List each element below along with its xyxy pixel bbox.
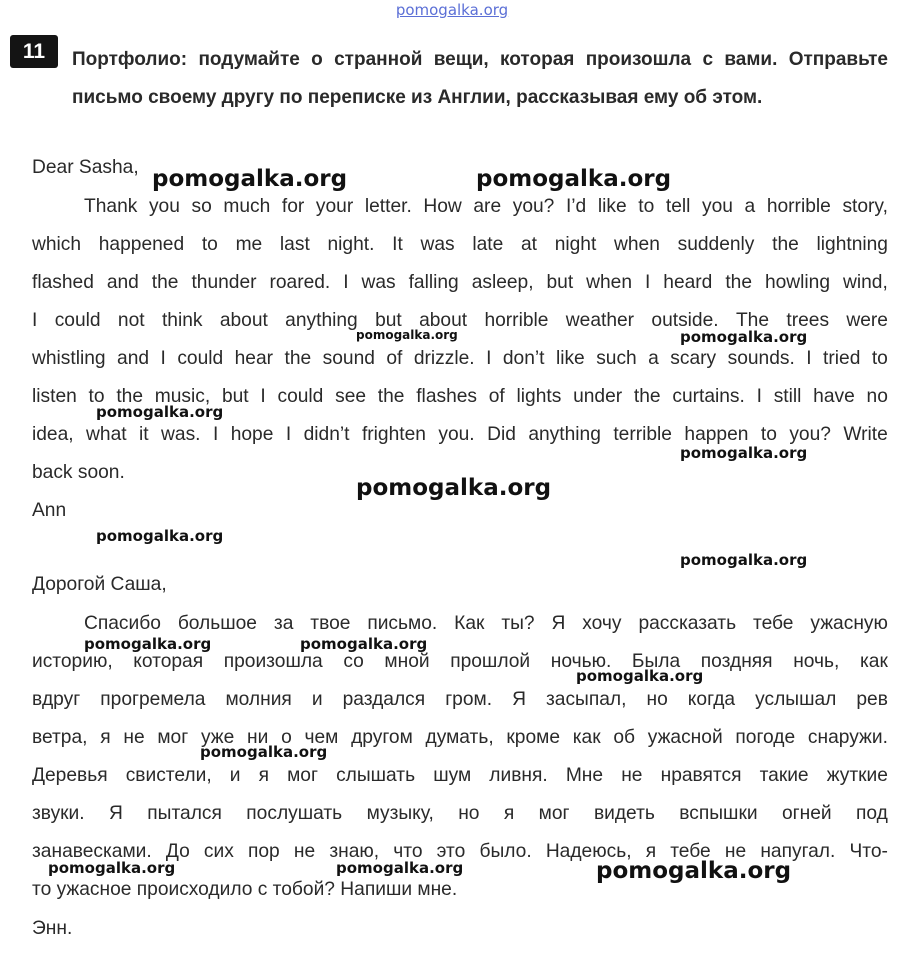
word: чем bbox=[304, 727, 339, 748]
word: to bbox=[201, 234, 218, 255]
word: late bbox=[472, 234, 504, 255]
russian-line-8: то ужасное происходило с тобой? Напиши мне. bbox=[32, 879, 458, 900]
word: I’d bbox=[565, 196, 587, 217]
watermark: pomogalka.org bbox=[356, 475, 552, 501]
watermark: pomogalka.org bbox=[152, 166, 348, 192]
word: не bbox=[123, 727, 145, 748]
word: ужасную bbox=[810, 613, 888, 634]
russian-line-6 bbox=[32, 802, 888, 826]
word: anything bbox=[285, 310, 358, 331]
word: think bbox=[161, 310, 203, 331]
word: The bbox=[735, 310, 770, 331]
word: Деревья bbox=[32, 765, 108, 786]
word: at bbox=[520, 234, 537, 255]
word: see bbox=[335, 386, 367, 407]
word: об bbox=[613, 727, 636, 748]
watermark: pomogalka.org bbox=[680, 551, 808, 569]
word: so bbox=[191, 196, 212, 217]
word: I bbox=[343, 272, 349, 293]
word: weather bbox=[565, 310, 635, 331]
word: звуки. bbox=[32, 803, 85, 824]
word: твое bbox=[310, 613, 351, 634]
word: could bbox=[54, 310, 101, 331]
word: you bbox=[702, 196, 733, 217]
word: ужасной bbox=[647, 727, 723, 748]
word: огней bbox=[781, 803, 832, 824]
word: I bbox=[285, 424, 292, 445]
word: frighten bbox=[361, 424, 426, 445]
english-line-1 bbox=[84, 195, 888, 219]
word: I bbox=[644, 272, 651, 293]
word: roared. bbox=[269, 272, 331, 293]
word: about bbox=[419, 310, 468, 331]
word: was. bbox=[161, 424, 201, 445]
word: I bbox=[160, 348, 166, 369]
word: to bbox=[638, 196, 655, 217]
word: историю, bbox=[32, 651, 113, 672]
word: tell bbox=[665, 196, 691, 217]
word: Была bbox=[631, 651, 681, 672]
word: a bbox=[648, 348, 659, 369]
watermark: pomogalka.org bbox=[84, 635, 212, 653]
russian-line-4 bbox=[32, 726, 888, 750]
word: но bbox=[646, 689, 668, 710]
word: thunder bbox=[191, 272, 257, 293]
word: раздался bbox=[342, 689, 426, 710]
word: как bbox=[859, 651, 888, 672]
word: не bbox=[621, 765, 643, 786]
russian-line-2 bbox=[32, 650, 888, 674]
word: happened bbox=[98, 234, 185, 255]
word: not bbox=[117, 310, 145, 331]
word: под bbox=[856, 803, 888, 824]
word: ветра, bbox=[32, 727, 88, 748]
word: the bbox=[151, 272, 179, 293]
word: но bbox=[458, 803, 480, 824]
word: ночь, bbox=[793, 651, 840, 672]
word: were bbox=[846, 310, 888, 331]
word: asleep, bbox=[471, 272, 534, 293]
word: story, bbox=[842, 196, 888, 217]
word: and bbox=[117, 348, 150, 369]
word: напугал. bbox=[760, 841, 836, 862]
word: It bbox=[392, 234, 403, 255]
word: мог bbox=[287, 765, 318, 786]
word: я bbox=[503, 803, 515, 824]
word: не bbox=[724, 841, 747, 862]
word: Мне bbox=[565, 765, 604, 786]
word: whistling bbox=[32, 348, 106, 369]
word: знаю, bbox=[329, 841, 380, 862]
word: me bbox=[235, 234, 263, 255]
word: are bbox=[473, 196, 502, 217]
watermark: pomogalka.org bbox=[356, 328, 458, 342]
word: Что- bbox=[849, 841, 888, 862]
word: the bbox=[284, 348, 312, 369]
word: outside. bbox=[651, 310, 719, 331]
word: I bbox=[756, 386, 762, 407]
word: большое bbox=[177, 613, 257, 634]
word: со bbox=[343, 651, 364, 672]
word: night bbox=[554, 234, 597, 255]
word: could bbox=[177, 348, 224, 369]
word: Write bbox=[843, 424, 888, 445]
word: гром. bbox=[445, 689, 493, 710]
word: ни bbox=[247, 727, 269, 748]
watermark: pomogalka.org bbox=[336, 859, 464, 877]
word: could bbox=[277, 386, 324, 407]
task-number-badge: 11 bbox=[10, 35, 58, 68]
word: your bbox=[315, 196, 354, 217]
word: lightning bbox=[816, 234, 888, 255]
word: хочу bbox=[582, 613, 622, 634]
word: when bbox=[614, 234, 660, 255]
word: a bbox=[744, 196, 756, 217]
word: я bbox=[645, 841, 657, 862]
word: but bbox=[375, 310, 402, 331]
word: Thank bbox=[84, 196, 138, 217]
word: засыпал, bbox=[545, 689, 627, 710]
word: curtains. bbox=[672, 386, 745, 407]
word: and bbox=[106, 272, 139, 293]
word: the bbox=[772, 234, 799, 255]
word: свистели, bbox=[125, 765, 212, 786]
task-title: Портфолио: подумайте о странной вещи, которая произошла с вами. Отправьте письмо своему другу по переписке из Англии, рассказывая ему об этом. bbox=[72, 49, 888, 108]
english-greeting: Dear Sasha, bbox=[32, 157, 139, 178]
watermark: pomogalka.org bbox=[576, 667, 704, 685]
word: и bbox=[229, 765, 241, 786]
word: like bbox=[597, 196, 627, 217]
word: снаружи. bbox=[807, 727, 888, 748]
word: under bbox=[573, 386, 623, 407]
word: for bbox=[281, 196, 305, 217]
word: anything bbox=[528, 424, 601, 445]
word: вспышки bbox=[679, 803, 758, 824]
word: letter. bbox=[364, 196, 412, 217]
word: you. bbox=[438, 424, 475, 445]
word: нравятся bbox=[660, 765, 742, 786]
word: I bbox=[806, 348, 812, 369]
word: was bbox=[420, 234, 455, 255]
english-line-5 bbox=[32, 347, 888, 371]
word: didn’t bbox=[303, 424, 350, 445]
word: scary bbox=[670, 348, 717, 369]
word: to bbox=[760, 424, 777, 445]
word: молния bbox=[225, 689, 292, 710]
english-line-3 bbox=[32, 271, 888, 295]
site-link[interactable]: pomogalka.org bbox=[395, 1, 509, 19]
word: музыку, bbox=[366, 803, 434, 824]
word: уже bbox=[200, 727, 235, 748]
word: Надеюсь, bbox=[545, 841, 632, 862]
word: listen bbox=[32, 386, 77, 407]
word: I bbox=[32, 310, 38, 331]
watermark: pomogalka.org bbox=[596, 858, 792, 884]
word: sound bbox=[322, 348, 375, 369]
word: Спасибо bbox=[84, 613, 161, 634]
word: поздняя bbox=[700, 651, 773, 672]
word: которая bbox=[133, 651, 204, 672]
word: рассказать bbox=[638, 613, 737, 634]
watermark: pomogalka.org bbox=[300, 635, 428, 653]
word: horrible bbox=[484, 310, 549, 331]
watermark: pomogalka.org bbox=[680, 328, 808, 346]
word: like bbox=[555, 348, 585, 369]
word: не bbox=[293, 841, 316, 862]
watermark: pomogalka.org bbox=[476, 166, 672, 192]
word: you? bbox=[789, 424, 831, 445]
word: music, bbox=[154, 386, 211, 407]
word: I bbox=[486, 348, 492, 369]
russian-line-3 bbox=[32, 688, 888, 712]
word: слышать bbox=[336, 765, 416, 786]
word: which bbox=[32, 234, 82, 255]
word: послушать bbox=[246, 803, 343, 824]
word: night. bbox=[327, 234, 375, 255]
word: мог bbox=[157, 727, 189, 748]
word: idea, bbox=[32, 424, 74, 445]
watermark: pomogalka.org bbox=[680, 444, 808, 462]
word: drizzle. bbox=[413, 348, 475, 369]
word: за bbox=[273, 613, 294, 634]
word: don’t bbox=[502, 348, 545, 369]
word: и bbox=[311, 689, 323, 710]
word: suddenly bbox=[677, 234, 755, 255]
word: когда bbox=[687, 689, 736, 710]
word: trees bbox=[786, 310, 830, 331]
word: другом bbox=[351, 727, 413, 748]
word: что bbox=[393, 841, 423, 862]
english-signature: Ann bbox=[32, 500, 67, 521]
word: howling bbox=[764, 272, 831, 293]
word: to bbox=[871, 348, 888, 369]
word: flashed bbox=[32, 272, 94, 293]
english-line-2 bbox=[32, 233, 888, 257]
word: Как bbox=[454, 613, 485, 634]
word: вдруг bbox=[32, 689, 81, 710]
word: have bbox=[813, 386, 855, 407]
watermark: pomogalka.org bbox=[200, 743, 328, 761]
word: the bbox=[725, 272, 752, 293]
word: such bbox=[596, 348, 637, 369]
word: мной bbox=[384, 651, 430, 672]
word: the bbox=[377, 386, 405, 407]
word: of bbox=[386, 348, 403, 369]
word: lights bbox=[516, 386, 562, 407]
word: flashes bbox=[416, 386, 478, 407]
word: тебе bbox=[670, 841, 711, 862]
word: было. bbox=[479, 841, 532, 862]
word: такие bbox=[759, 765, 809, 786]
word: мог bbox=[538, 803, 570, 824]
word: я bbox=[258, 765, 269, 786]
russian-line-5 bbox=[32, 764, 888, 788]
word: Я bbox=[512, 689, 526, 710]
word: when bbox=[586, 272, 633, 293]
word: the bbox=[633, 386, 661, 407]
word: ночью. bbox=[550, 651, 612, 672]
russian-signature: Энн. bbox=[32, 918, 73, 939]
word: horrible bbox=[766, 196, 831, 217]
word: пытался bbox=[147, 803, 222, 824]
word: это bbox=[436, 841, 466, 862]
russian-line-1 bbox=[84, 612, 888, 636]
word: думать, bbox=[425, 727, 494, 748]
word: кроме bbox=[506, 727, 560, 748]
word: hope bbox=[230, 424, 274, 445]
word: much bbox=[223, 196, 271, 217]
word: жуткие bbox=[826, 765, 888, 786]
word: tried bbox=[823, 348, 861, 369]
word: ты? bbox=[501, 613, 535, 634]
word: the bbox=[116, 386, 143, 407]
word: sounds. bbox=[727, 348, 795, 369]
word: видеть bbox=[593, 803, 655, 824]
word: I bbox=[212, 424, 219, 445]
word: занавесками. bbox=[32, 841, 152, 862]
word: falling bbox=[408, 272, 459, 293]
word: to bbox=[88, 386, 105, 407]
word: о bbox=[281, 727, 292, 748]
word: Did bbox=[487, 424, 516, 445]
watermark: pomogalka.org bbox=[48, 859, 176, 877]
word: of bbox=[488, 386, 505, 407]
word: it bbox=[139, 424, 149, 445]
word: я bbox=[100, 727, 111, 748]
word: what bbox=[86, 424, 127, 445]
word: heard bbox=[663, 272, 713, 293]
word: тебе bbox=[753, 613, 794, 634]
word: hear bbox=[234, 348, 274, 369]
word: but bbox=[546, 272, 574, 293]
russian-greeting: Дорогой Саша, bbox=[32, 574, 167, 595]
word: прошлой bbox=[450, 651, 531, 672]
word: I bbox=[260, 386, 266, 407]
word: как bbox=[572, 727, 601, 748]
word: рев bbox=[856, 689, 888, 710]
word: still bbox=[773, 386, 802, 407]
word: шум bbox=[433, 765, 472, 786]
word: ливня. bbox=[489, 765, 548, 786]
word: you bbox=[148, 196, 180, 217]
english-line-8: back soon. bbox=[32, 462, 125, 483]
word: прогремела bbox=[100, 689, 206, 710]
word: no bbox=[866, 386, 888, 407]
word: До bbox=[165, 841, 190, 862]
word: Я bbox=[109, 803, 123, 824]
word: terrible bbox=[613, 424, 672, 445]
word: сих bbox=[203, 841, 234, 862]
word: услышал bbox=[755, 689, 837, 710]
word: last bbox=[279, 234, 310, 255]
word: but bbox=[221, 386, 249, 407]
watermark: pomogalka.org bbox=[96, 403, 224, 421]
word: How bbox=[423, 196, 462, 217]
word: wind, bbox=[842, 272, 888, 293]
word: пор bbox=[247, 841, 280, 862]
watermark: pomogalka.org bbox=[96, 527, 224, 545]
word: you? bbox=[512, 196, 555, 217]
word: погоде bbox=[735, 727, 796, 748]
word: about bbox=[219, 310, 268, 331]
word: happen bbox=[684, 424, 749, 445]
word: письмо. bbox=[367, 613, 438, 634]
word: Я bbox=[551, 613, 566, 634]
word: was bbox=[361, 272, 396, 293]
word: произошла bbox=[223, 651, 323, 672]
